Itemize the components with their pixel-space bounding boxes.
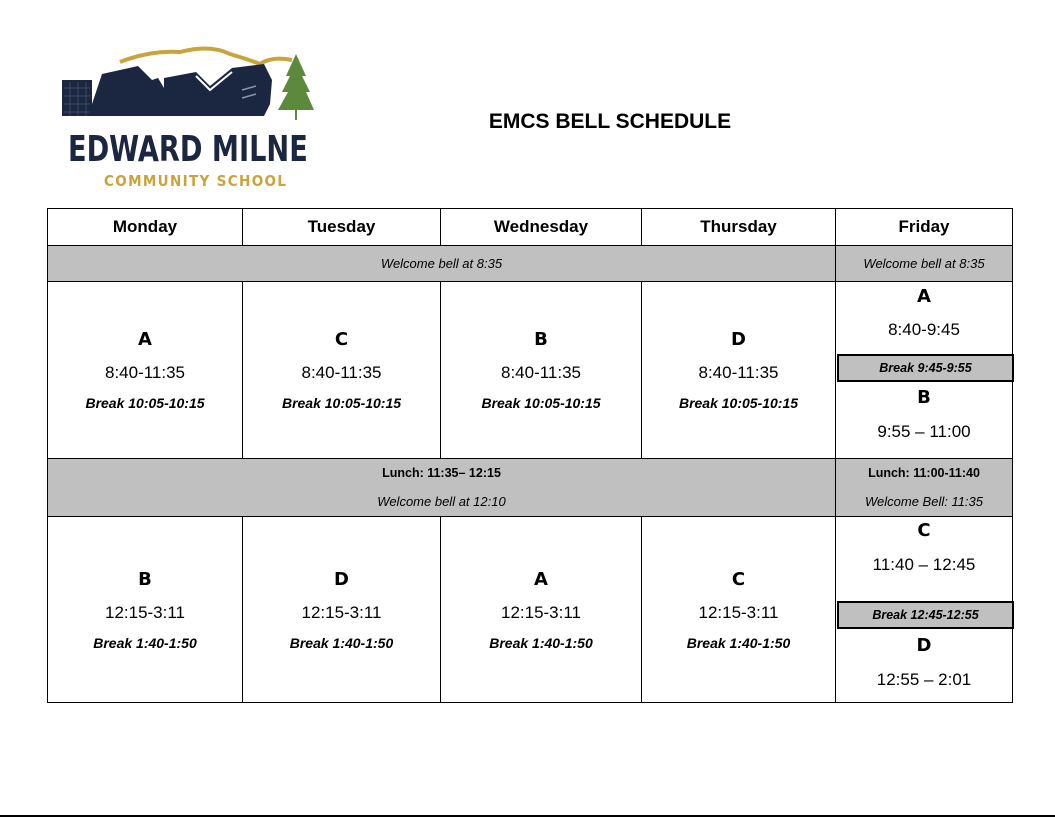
block-time: 12:15-3:11 (104, 602, 186, 622)
friday-afternoon-break: Break 12:45-12:55 (837, 601, 1014, 629)
afternoon-block-tuesday (242, 516, 441, 703)
friday-second-block-letter: B (917, 387, 931, 408)
block-break: Break 10:05-10:15 (281, 395, 402, 411)
welcome-bell-mon-thu: Welcome bell at 8:35 (47, 245, 836, 282)
block-time: 8:40-11:35 (301, 363, 382, 382)
block-letter: D (334, 568, 349, 590)
morning-block-monday (47, 281, 243, 459)
afternoon-block-thursday (641, 516, 836, 703)
friday-third-block-time: 11:40 – 12:45 (872, 555, 976, 574)
friday-first-block-time: 8:40-9:45 (888, 320, 960, 339)
afternoon-block-wednesday (440, 516, 642, 703)
friday-morning-break: Break 9:45-9:55 (837, 354, 1014, 382)
block-time: 8:40-11:35 (698, 363, 779, 382)
header-wednesday: Wednesday (440, 208, 642, 246)
afternoon-block-friday (835, 516, 1013, 703)
logo-school-name: EDWARD MILNE (68, 129, 308, 170)
block-break: Break 10:05-10:15 (481, 395, 601, 411)
morning-block-wednesday (440, 281, 642, 459)
block-time: 12:15-3:11 (698, 602, 779, 622)
block-time: 8:40-11:35 (104, 363, 186, 382)
lunch-friday (835, 458, 1013, 517)
block-letter: C (334, 329, 349, 350)
header-monday: Monday (47, 208, 243, 246)
friday-fourth-block-letter: D (916, 635, 932, 656)
lunch-welcome-bell: Welcome bell at 12:10 (377, 494, 506, 509)
school-logo (60, 42, 320, 192)
block-time: 12:15-3:11 (500, 602, 582, 622)
welcome-bell-friday: Welcome bell at 8:35 (835, 245, 1013, 282)
school-building-icon (60, 42, 320, 132)
block-break: Break 1:40-1:50 (686, 634, 791, 651)
afternoon-block-monday (47, 516, 243, 703)
lunch-title: Lunch: 11:35– 12:15 (382, 466, 501, 480)
block-letter: D (731, 329, 746, 350)
morning-block-friday (835, 281, 1013, 459)
bell-schedule-table (47, 208, 1013, 703)
block-time: 12:15-3:11 (301, 602, 382, 622)
lunch-title: Lunch: 11:00-11:40 (868, 466, 980, 480)
block-letter: A (534, 568, 548, 590)
header-friday: Friday (835, 208, 1013, 246)
friday-first-block-letter: A (917, 286, 931, 307)
block-break: Break 1:40-1:50 (289, 634, 394, 651)
morning-block-tuesday (242, 281, 441, 459)
lunch-welcome-bell: Welcome Bell: 11:35 (864, 494, 984, 509)
block-break: Break 1:40-1:50 (489, 634, 593, 651)
block-break: Break 1:40-1:50 (93, 634, 197, 651)
page-title: EMCS BELL SCHEDULE (488, 110, 732, 133)
block-letter: C (731, 568, 746, 590)
morning-block-thursday (641, 281, 836, 459)
block-break: Break 10:05-10:15 (85, 395, 205, 411)
lunch-mon-thu (47, 458, 836, 517)
friday-third-block-letter: C (917, 520, 931, 541)
header-tuesday: Tuesday (242, 208, 441, 246)
logo-school-subtitle: COMMUNITY SCHOOL (104, 172, 288, 190)
friday-second-block-time: 9:55 – 11:00 (877, 422, 971, 441)
block-letter: B (534, 329, 548, 350)
block-time: 8:40-11:35 (500, 363, 582, 382)
block-break: Break 10:05-10:15 (678, 395, 799, 411)
friday-fourth-block-time: 12:55 – 2:01 (876, 670, 972, 689)
header-thursday: Thursday (641, 208, 836, 246)
block-letter: A (138, 329, 152, 350)
block-letter: B (138, 568, 152, 590)
